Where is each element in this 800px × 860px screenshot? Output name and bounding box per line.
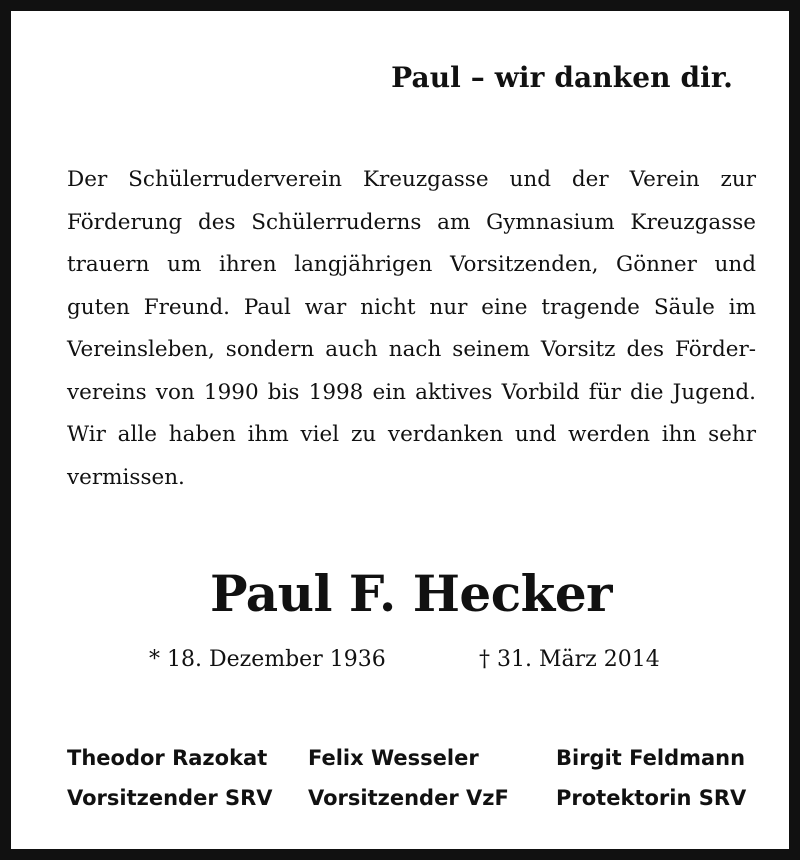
body-line: Wir alle haben ihm viel zu verdanken und werden ihn sehr [67,422,756,447]
body-line: Vereinsleben, sondern auch nach seinem Vorsitz des Förder- [67,337,756,362]
signatory-name: Theodor Razokat [67,746,268,770]
signatory-1 [67,738,273,818]
body-line: Förderung des Schülerruderns am Gymnasium Kreuzgasse [67,209,756,235]
obituary-body [67,159,756,499]
birth-date: * 18. Dezember 1936 [149,647,386,672]
deceased-name: Paul F. Hecker [210,564,612,623]
body-line: guten Freund. Paul war nicht nur eine tragende Säule im [67,294,756,320]
signatory-role: Vorsitzender SRV [67,786,273,810]
signatory-3 [556,738,746,818]
body-line: trauern um ihren langjährigen Vorsitzenden, Gönner und [67,252,756,277]
body-line: vermissen. [67,464,185,490]
signatory-role: Vorsitzender VzF [308,786,509,810]
signatory-name: Felix Wesseler [308,746,479,770]
headline: Paul – wir danken dir. [391,61,733,94]
signatory-2 [308,738,509,818]
signatory-role: Protektorin SRV [556,786,747,810]
signatory-name: Birgit Feldmann [556,746,746,770]
death-date: † 31. März 2014 [479,647,660,672]
body-line: vereins von 1990 bis 1998 ein aktives Vorbild für die Jugend. [67,379,756,405]
body-line: Der Schülerruderverein Kreuzgasse und der Verein zur [67,167,756,192]
